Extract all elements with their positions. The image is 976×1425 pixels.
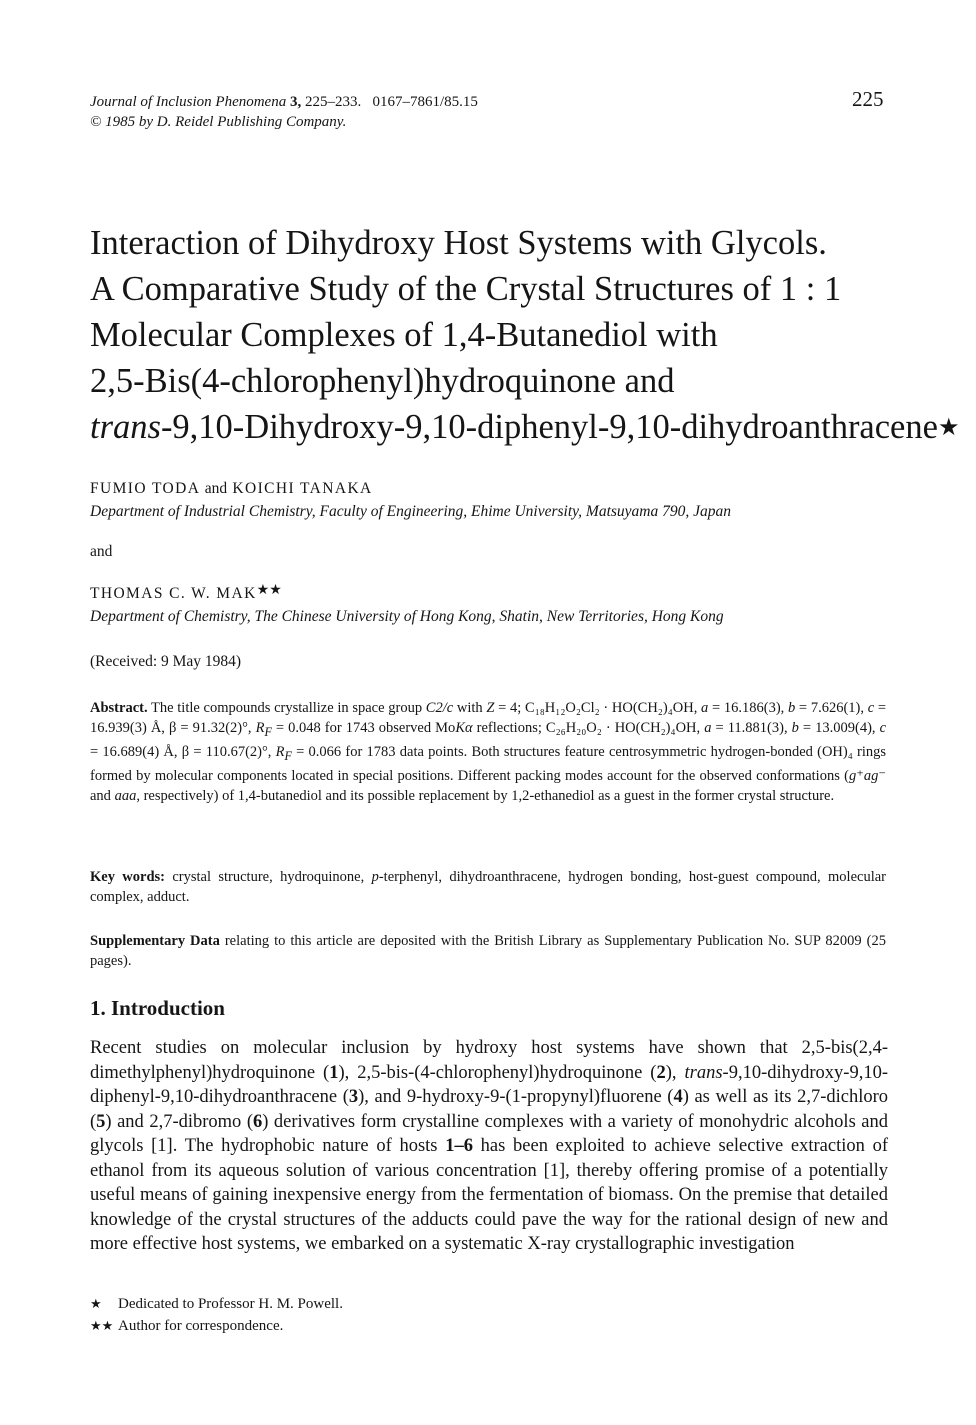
footnotes bbox=[90, 1293, 343, 1337]
abstract-text: reflections; C₂₆H₂₀O₂ · HO(CH₂)₄OH, bbox=[472, 720, 705, 736]
compound-number: 4 bbox=[673, 1087, 683, 1107]
abstract-text: , respectively) of 1,4-butanediol and its possible replacement by 1,2-ethanediol as a guest in the former crystal structure. bbox=[136, 787, 835, 804]
intro-trans: trans bbox=[684, 1062, 723, 1083]
abstract-r-sub: F bbox=[284, 748, 292, 763]
abstract-conformation: aaa bbox=[114, 787, 137, 804]
abstract-r: R bbox=[275, 743, 285, 760]
footnote-text: Dedicated to Professor H. M. Powell. bbox=[118, 1296, 343, 1312]
abstract-text: = 16.939(3) Å, β = 91.32(2)°, bbox=[90, 700, 887, 736]
intro-text: ) as well as its 2,7-dichloro ( bbox=[90, 1087, 889, 1132]
journal-citation bbox=[90, 92, 890, 112]
footnote-correspondence bbox=[90, 1315, 343, 1337]
intro-text: ) derivatives form crystalline complexes with a variety of monohydric alcohols and glycols [1]. The hydrophobic nature of hosts bbox=[90, 1111, 888, 1156]
abstract-c: c bbox=[867, 700, 875, 716]
compound-number: 3 bbox=[348, 1087, 359, 1107]
abstract-b: b bbox=[791, 720, 799, 736]
abstract-c: c bbox=[879, 720, 887, 736]
intro-text: ), and 9-hydroxy-9-(1-propynyl)fluorene ( bbox=[358, 1087, 674, 1107]
abstract-text: = 16.689(4) Å, β = 110.67(2)°, bbox=[90, 743, 276, 760]
abstract-text: = 7.626(1), bbox=[795, 700, 868, 716]
abstract-b: b bbox=[787, 700, 796, 716]
title-line-5-rest: -9,10-Dihydroxy-9,10-diphenyl-9,10-dihydroanthracene bbox=[160, 408, 938, 446]
abstract-text: = 4; C₁₈H₁₂O₂Cl₂ · HO(CH₂)₄OH, bbox=[494, 700, 702, 716]
intro-text: ) and 2,7-dibromo ( bbox=[105, 1111, 253, 1132]
received-date: (Received: 9 May 1984) bbox=[90, 653, 242, 670]
intro-text: -9,10-dihydroxy-9,10-diphenyl-9,10-dihydroanthracene ( bbox=[90, 1062, 888, 1107]
journal-issn: 0167–7861/85.15 bbox=[372, 94, 478, 110]
author-toda: FUMIO TODA bbox=[90, 480, 200, 497]
author-mak: THOMAS C. W. MAK bbox=[90, 585, 257, 602]
compound-number: 1 bbox=[329, 1062, 339, 1083]
authors-first bbox=[90, 480, 373, 498]
abstract-conformation: g⁺ag⁻ bbox=[848, 767, 886, 784]
supplementary-data bbox=[90, 931, 886, 971]
author-footnote-stars: ★★ bbox=[256, 583, 282, 598]
abstract-text: = 0.066 for 1783 data points. Both structures feature centrosymmetric hydrogen-bonded (OH)₄ rings formed by molecular components located in special positions. Different packing modes account for the observed conformations ( bbox=[90, 743, 886, 784]
journal-name: Journal of Inclusion Phenomena bbox=[90, 94, 287, 110]
title-trans: trans bbox=[90, 408, 161, 446]
title-line-3: Molecular Complexes of 1,4-Butanediol with bbox=[90, 316, 718, 354]
title-line-2: A Comparative Study of the Crystal Structures of 1 : 1 bbox=[90, 270, 842, 308]
abstract-text: = 11.881(3), bbox=[711, 720, 792, 736]
keywords-label: Key words: bbox=[90, 869, 166, 885]
authors-second bbox=[90, 585, 282, 603]
affiliation-hong-kong: Department of Chemistry, The Chinese University of Hong Kong, Shatin, New Territories, Hong Kong bbox=[90, 608, 724, 625]
abstract-text: = 16.186(3), bbox=[708, 700, 788, 716]
journal-volume: 3, bbox=[289, 94, 302, 110]
abstract-text: = 13.009(4), bbox=[798, 720, 880, 736]
abstract-label: Abstract. bbox=[90, 700, 148, 716]
abstract-text: with bbox=[453, 700, 487, 716]
introduction-paragraph bbox=[90, 1036, 888, 1257]
intro-text: ), bbox=[665, 1062, 685, 1083]
abstract-r: R bbox=[255, 720, 265, 736]
abstract-a: a bbox=[704, 720, 712, 736]
author-and: and bbox=[204, 480, 228, 497]
title-line-5 bbox=[90, 404, 970, 454]
footnote-dedication bbox=[90, 1293, 343, 1315]
title-line-1: Interaction of Dihydroxy Host Systems with Glycols. bbox=[90, 224, 827, 262]
abstract-a: a bbox=[701, 700, 709, 716]
compound-number: 2 bbox=[656, 1062, 666, 1083]
journal-pages: 225–233. bbox=[304, 94, 362, 110]
intro-text: Recent studies on molecular inclusion by hydroxy host systems have shown that 2,5-bis(2,4-dimethylphenyl)hydroquinone ( bbox=[90, 1038, 888, 1083]
compound-number: 1–6 bbox=[445, 1136, 473, 1156]
section-heading-introduction: 1. Introduction bbox=[90, 996, 225, 1020]
abstract-k-alpha: Kα bbox=[455, 720, 473, 736]
footnote-text: Author for correspondence. bbox=[118, 1318, 284, 1334]
intro-text: ), 2,5-bis-(4-chlorophenyl)hydroquinone ( bbox=[338, 1062, 657, 1083]
copyright-line: © 1985 by D. Reidel Publishing Company. bbox=[90, 114, 347, 130]
keywords-text: -terphenyl, dihydroanthracene, hydrogen bonding, host-guest compound, molecular complex, adduct. bbox=[90, 869, 886, 905]
abstract-r-sub: F bbox=[264, 724, 272, 739]
article-title bbox=[90, 220, 970, 454]
compound-number: 6 bbox=[252, 1111, 263, 1132]
page-number: 225 bbox=[852, 87, 884, 111]
abstract-text: and bbox=[90, 787, 115, 804]
running-head bbox=[90, 92, 890, 132]
abstract-z: Z bbox=[486, 700, 495, 716]
title-line-4: 2,5-Bis(4-chlorophenyl)hydroquinone and bbox=[90, 362, 675, 400]
keywords-text: crystal structure, hydroquinone, bbox=[165, 869, 372, 885]
abstract-text: The title compounds crystallize in space group bbox=[147, 700, 426, 716]
intro-text: has been exploited to achieve selective extraction of ethanol from its aqueous solution of various concentration [1], thereby offering promise of a potentially useful means of gaining inexpensive energy from the fermentation of biomass. On the premise that detailed knowledge of the crystal structures of the adducts could pave the way for the rational design of new and more effective host systems, we embarked on a systematic X-ray crystallographic investigation bbox=[90, 1136, 888, 1254]
affiliation-ehime: Department of Industrial Chemistry, Faculty of Engineering, Ehime University, Matsuyama 790, Japan bbox=[90, 503, 732, 520]
keywords bbox=[90, 867, 886, 907]
supplementary-text: relating to this article are deposited with the British Library as Supplementary Publication No. SUP 82009 (25 pages). bbox=[90, 933, 886, 969]
keywords-para: p bbox=[371, 869, 379, 885]
title-footnote-star: ★ bbox=[937, 415, 960, 441]
author-tanaka: KOICHI TANAKA bbox=[232, 480, 373, 497]
supplementary-label: Supplementary Data bbox=[90, 933, 220, 949]
abstract bbox=[90, 698, 886, 806]
footnote-star-icon: ★ bbox=[90, 1296, 102, 1311]
abstract-text: = 0.048 for 1743 observed Mo bbox=[271, 720, 456, 736]
compound-number: 5 bbox=[96, 1111, 106, 1132]
authors-separator: and bbox=[90, 543, 113, 560]
abstract-space-group: C2/c bbox=[425, 700, 454, 716]
footnote-double-star-icon: ★★ bbox=[90, 1318, 114, 1333]
